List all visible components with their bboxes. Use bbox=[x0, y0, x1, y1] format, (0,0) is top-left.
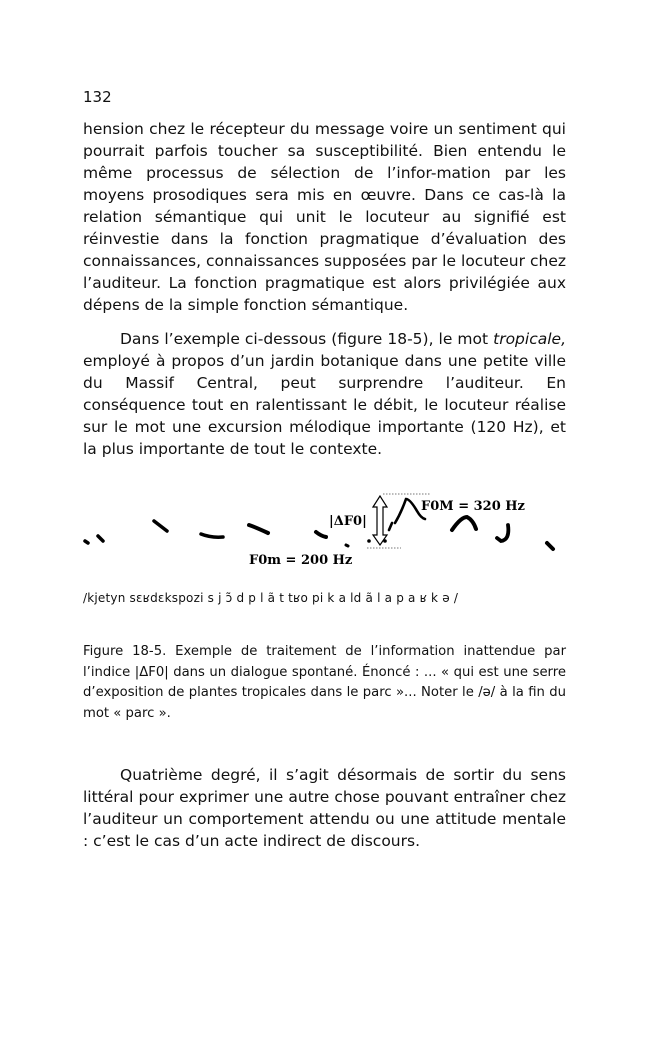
figure-caption: Figure 18-5. Exemple de traitement de l’information inattendue par l’indice |ΔF0| dans un dialogue spontané. Énoncé : ... « qui est une serre d’exposition de plantes tropicales dans le parc »... Noter le /ə/ à la fin du mot « parc ». bbox=[83, 644, 566, 721]
contour-seg-10 bbox=[452, 517, 476, 530]
paragraph-fourth-degree: Quatrième degré, il s’agit désormais de sortir du sens littéral pour exprimer une autre chose pouvant entraîner chez l’auditeur un comportement attendu ou une attitude mentale : c’est le cas d’un acte indirect de discours. bbox=[83, 766, 566, 850]
page-number: 132 bbox=[83, 88, 112, 106]
italic-word-tropicale: tropicale, bbox=[493, 330, 566, 348]
f0-contour-plot bbox=[83, 485, 568, 585]
delta-f0-label: |ΔF0| bbox=[329, 514, 367, 529]
phonetic-transcription: /kjetyn sɛʁdɛkspozi s j ɔ̃ d p l ã t tʁo pi k a ld ã l a p a ʁ k ə / bbox=[83, 591, 459, 605]
paragraph-example bbox=[83, 328, 566, 460]
contour-seg-2 bbox=[98, 536, 103, 541]
paragraph-example-end: employé à propos d’un jardin botanique dans une petite ville du Massif Central, peut surprendre l’auditeur. En conséquence tout en ralentissant le débit, le locuteur réalise sur le mot une excursion mélodique importante (120 Hz), et la plus importante de tout le contexte. bbox=[83, 352, 566, 458]
contour-seg-7 bbox=[346, 545, 348, 546]
paragraph-intro: hension chez le récepteur du message voire un sentiment qui pourrait parfois toucher sa susceptibilité. Bien entendu le même processus de sélection de l’infor-mation par les moyens prosodiques sera mis en œuvre. Dans ce cas-là la relation sémantique qui unit le locuteur au signifié est réinvestie dans la fonction pragmatique d’évaluation des connaissances, connaissances supposées par le locuteur chez l’auditeur. La fonction pragmatique est alors privilégiée aux dépens de la simple fonction sémantique. bbox=[83, 120, 566, 314]
contour-seg-12 bbox=[547, 543, 553, 549]
contour-seg-4 bbox=[201, 534, 223, 537]
contour-dot-1 bbox=[367, 539, 371, 543]
delta-f0-arrow bbox=[373, 496, 387, 545]
f0-min-label: F0m = 200 Hz bbox=[249, 553, 353, 568]
contour-seg-6 bbox=[316, 532, 326, 537]
contour-seg-5 bbox=[249, 525, 268, 533]
contour-seg-9 bbox=[389, 523, 392, 530]
f0-contour-figure bbox=[83, 485, 568, 625]
contour-seg-11 bbox=[497, 525, 508, 541]
contour-seg-1 bbox=[85, 541, 88, 543]
paragraph-example-start: Dans l’exemple ci-dessous (figure 18-5), le mot bbox=[120, 330, 494, 348]
contour-seg-3 bbox=[154, 521, 167, 531]
f0-max-label: F0M = 320 Hz bbox=[421, 499, 525, 514]
